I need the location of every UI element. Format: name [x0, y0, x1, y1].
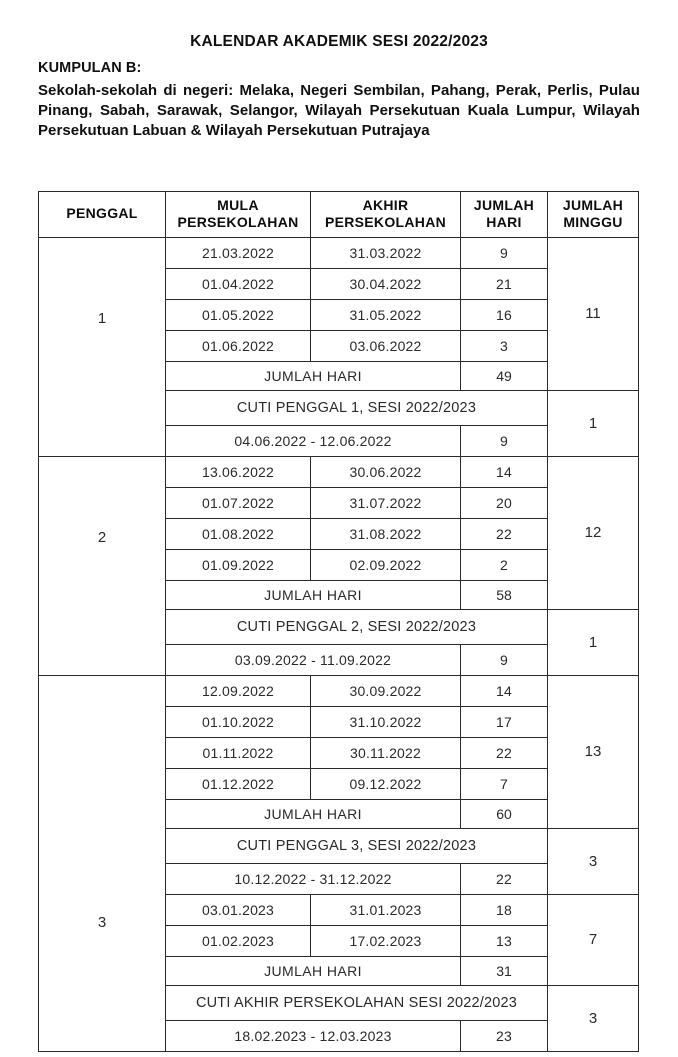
column-header-hari-line2: HARI — [486, 213, 522, 230]
jumlah-hari-value: 22 — [461, 863, 548, 894]
page-title: KALENDAR AKADEMIK SESI 2022/2023 — [190, 33, 488, 50]
table-row — [39, 237, 639, 268]
akhir-date: 17.02.2023 — [311, 925, 461, 956]
jumlah-hari-value: 14 — [461, 456, 548, 487]
jumlah-hari-label: JUMLAH HARI — [166, 799, 461, 828]
group-label: KUMPULAN B: — [38, 60, 142, 77]
column-header-jumlah-hari — [461, 192, 548, 238]
jumlah-hari-value: 22 — [461, 737, 548, 768]
mula-date: 21.03.2022 — [166, 237, 311, 268]
jumlah-hari-value: 13 — [461, 925, 548, 956]
cuti-date-range: 04.06.2022 - 12.06.2022 — [166, 425, 461, 456]
penggal-label-2: 2 — [39, 456, 166, 675]
akhir-date: 30.06.2022 — [311, 456, 461, 487]
jumlah-minggu-value: 12 — [548, 456, 639, 609]
table-header-row — [39, 192, 639, 238]
mula-date: 01.05.2022 — [166, 299, 311, 330]
akhir-date: 09.12.2022 — [311, 768, 461, 799]
jumlah-hari-total: 58 — [461, 580, 548, 609]
jumlah-hari-value: 14 — [461, 675, 548, 706]
cuti-title: CUTI PENGGAL 3, SESI 2022/2023 — [166, 828, 548, 863]
jumlah-minggu-value: 13 — [548, 675, 639, 828]
column-header-minggu-line2: MINGGU — [563, 213, 623, 230]
jumlah-hari-value: 9 — [461, 237, 548, 268]
column-header-akhir-line1: AKHIR — [362, 197, 409, 213]
cuti-title: CUTI PENGGAL 2, SESI 2022/2023 — [166, 609, 548, 644]
jumlah-hari-value: 3 — [461, 330, 548, 361]
mula-date: 13.06.2022 — [166, 456, 311, 487]
mula-date: 03.01.2023 — [166, 894, 311, 925]
table-body — [39, 237, 639, 1051]
mula-date: 01.09.2022 — [166, 549, 311, 580]
jumlah-hari-value: 23 — [461, 1020, 548, 1051]
column-header-jumlah-minggu — [548, 192, 639, 238]
akhir-date: 31.08.2022 — [311, 518, 461, 549]
jumlah-hari-total: 60 — [461, 799, 548, 828]
mula-date: 12.09.2022 — [166, 675, 311, 706]
jumlah-hari-label: JUMLAH HARI — [166, 580, 461, 609]
mula-date: 01.02.2023 — [166, 925, 311, 956]
jumlah-minggu-value: 11 — [548, 237, 639, 390]
jumlah-hari-label: JUMLAH HARI — [166, 956, 461, 985]
jumlah-hari-total: 31 — [461, 956, 548, 985]
calendar-document-page — [0, 33, 678, 1057]
jumlah-hari-value: 7 — [461, 768, 548, 799]
jumlah-hari-value: 20 — [461, 487, 548, 518]
jumlah-minggu-value: 7 — [548, 894, 639, 985]
cuti-date-range: 18.02.2023 - 12.03.2023 — [166, 1020, 461, 1051]
mula-date: 01.11.2022 — [166, 737, 311, 768]
mula-date: 01.07.2022 — [166, 487, 311, 518]
mula-date: 01.12.2022 — [166, 768, 311, 799]
cuti-date-range: 10.12.2022 - 31.12.2022 — [166, 863, 461, 894]
akhir-date: 31.10.2022 — [311, 706, 461, 737]
table-row — [39, 675, 639, 706]
akhir-date: 03.06.2022 — [311, 330, 461, 361]
jumlah-hari-value: 16 — [461, 299, 548, 330]
mula-date: 01.06.2022 — [166, 330, 311, 361]
akhir-date: 31.01.2023 — [311, 894, 461, 925]
jumlah-minggu-value: 3 — [548, 828, 639, 894]
table-header — [39, 192, 639, 238]
jumlah-hari-value: 9 — [461, 425, 548, 456]
jumlah-minggu-value: 1 — [548, 390, 639, 456]
mula-date: 01.04.2022 — [166, 268, 311, 299]
jumlah-hari-total: 49 — [461, 361, 548, 390]
jumlah-hari-value: 18 — [461, 894, 548, 925]
jumlah-hari-value: 21 — [461, 268, 548, 299]
column-header-minggu-line1: JUMLAH — [562, 197, 624, 213]
akhir-date: 02.09.2022 — [311, 549, 461, 580]
jumlah-minggu-value: 3 — [548, 985, 639, 1051]
jumlah-minggu-value: 1 — [548, 609, 639, 675]
column-header-hari-line1: JUMLAH — [473, 197, 535, 213]
mula-date: 01.10.2022 — [166, 706, 311, 737]
akhir-date: 30.09.2022 — [311, 675, 461, 706]
akhir-date: 31.03.2022 — [311, 237, 461, 268]
penggal-label-3: 3 — [39, 675, 166, 1051]
jumlah-hari-value: 2 — [461, 549, 548, 580]
column-header-penggal: PENGGAL — [39, 192, 166, 238]
column-header-mula-line1: MULA — [217, 197, 259, 213]
column-header-mula-persekolahan — [166, 192, 311, 238]
cuti-date-range: 03.09.2022 - 11.09.2022 — [166, 644, 461, 675]
jumlah-hari-label: JUMLAH HARI — [166, 361, 461, 390]
akhir-date: 30.04.2022 — [311, 268, 461, 299]
jumlah-hari-value: 22 — [461, 518, 548, 549]
group-description: Sekolah-sekolah di negeri: Melaka, Negeri Sembilan, Pahang, Perak, Perlis, Pulau Pinang, Sabah, Sarawak, Selangor, Wilayah Persekutuan Kuala Lumpur, Wilayah Persekutuan Labuan & Wilayah Persekutuan Putrajaya — [38, 82, 640, 139]
akhir-date: 30.11.2022 — [311, 737, 461, 768]
cuti-title: CUTI PENGGAL 1, SESI 2022/2023 — [166, 390, 548, 425]
akhir-date: 31.05.2022 — [311, 299, 461, 330]
jumlah-hari-value: 17 — [461, 706, 548, 737]
penggal-label-1: 1 — [39, 237, 166, 456]
jumlah-hari-value: 9 — [461, 644, 548, 675]
akhir-date: 31.07.2022 — [311, 487, 461, 518]
column-header-akhir-persekolahan — [311, 192, 461, 238]
column-header-mula-line2: PERSEKOLAHAN — [177, 213, 299, 230]
academic-calendar-table-wrapper — [38, 191, 638, 1052]
table-row — [39, 456, 639, 487]
cuti-akhir-title: CUTI AKHIR PERSEKOLAHAN SESI 2022/2023 — [166, 985, 548, 1020]
academic-calendar-table — [38, 191, 639, 1052]
column-header-akhir-line2: PERSEKOLAHAN — [324, 213, 447, 230]
mula-date: 01.08.2022 — [166, 518, 311, 549]
